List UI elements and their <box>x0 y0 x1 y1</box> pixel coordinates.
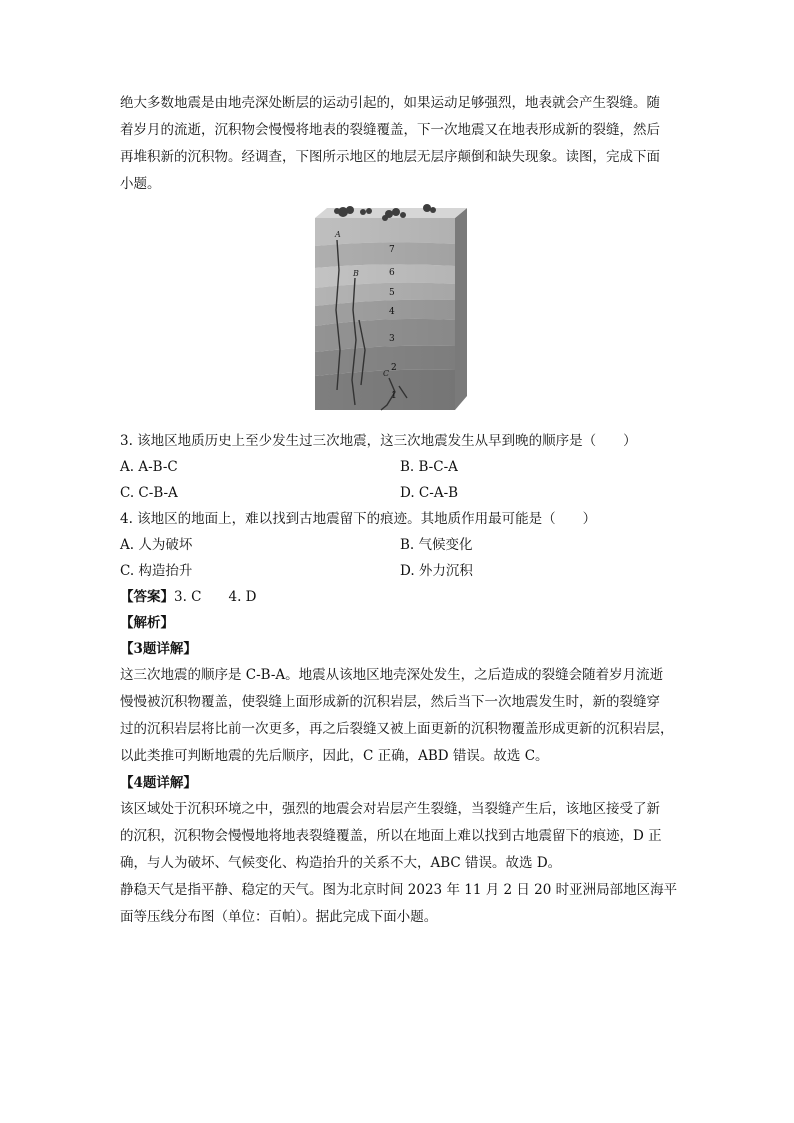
intro-paragraph <box>120 90 680 198</box>
detail-line: 过的沉积岩层将比前一次更多，再之后裂缝又被上面更新的沉积物覆盖形成更新的沉积岩层， <box>120 721 674 737</box>
strata-block-diagram <box>315 200 475 418</box>
detail-line: 慢慢被沉积物覆盖，使裂缝上面形成新的沉积岩层，然后当下一次地震发生时，新的裂缝穿 <box>120 694 660 710</box>
crack-label-a: A <box>335 230 341 239</box>
layer-label-6: 6 <box>389 268 395 278</box>
crack-label-c: C <box>383 369 390 378</box>
analysis-label: 【解析】 <box>120 615 174 631</box>
crack-label-b: B <box>353 269 359 278</box>
strata-figure <box>120 198 680 428</box>
detail-3 <box>120 636 680 770</box>
intro-line: 再堆积新的沉积物。经调查，下图所示地区的地层无层序颠倒和缺失现象。读图，完成下面 <box>120 149 660 165</box>
detail-line: 的沉积，沉积物会慢慢地将地表裂缝覆盖，所以在地面上难以找到古地震留下的痕迹，D 正 <box>120 828 662 844</box>
detail-line: 确，与人为破坏、气候变化、构造抬升的关系不大，ABC 错误。故选 D。 <box>120 855 562 871</box>
layer-label-1: 1 <box>391 391 397 401</box>
detail-line: 以此类推可判断地震的先后顺序，因此，C 正确，ABD 错误。故选 C。 <box>120 748 549 764</box>
detail-label: 【4题详解】 <box>120 775 197 791</box>
question-stem: 3. 该地区地质历史上至少发生过三次地震，这三次地震发生从早到晚的顺序是（ ） <box>120 433 637 449</box>
option-d: D. 外力沉积 <box>400 563 473 579</box>
layer-label-4: 4 <box>389 307 395 317</box>
option-d: D. C-A-B <box>400 485 459 501</box>
layer-label-2: 2 <box>391 363 397 373</box>
option-b: B. 气候变化 <box>400 537 473 553</box>
question-stem: 4. 该地区的地面上，难以找到古地震留下的痕迹。其地质作用最可能是（ ） <box>120 511 597 527</box>
block-side-face <box>455 208 467 410</box>
detail-line: 该区域处于沉积环境之中，强烈的地震会对岩层产生裂缝，当裂缝产生后，该地区接受了新 <box>120 801 660 817</box>
layer-label-7: 7 <box>389 245 395 255</box>
next-line: 静稳天气是指平静、稳定的天气。图为北京时间 2023 年 11 月 2 日 20 时亚洲局部地区海平 <box>120 882 678 898</box>
intro-line: 着岁月的流逝，沉积物会慢慢将地表的裂缝覆盖，下一次地震又在地表形成新的裂缝，然后 <box>120 122 660 138</box>
question-4 <box>120 506 680 584</box>
option-b: B. B-C-A <box>400 459 458 475</box>
document-page <box>120 90 680 931</box>
answer-line <box>120 584 680 610</box>
question-3 <box>120 428 680 506</box>
detail-label: 【3题详解】 <box>120 641 197 657</box>
option-c: C. C-B-A <box>120 485 178 501</box>
option-a: A. 人为破坏 <box>120 537 193 553</box>
detail-line: 这三次地震的顺序是 C-B-A。地震从该地区地壳深处发生，之后造成的裂缝会随着岁月流逝 <box>120 667 664 683</box>
detail-4 <box>120 770 680 877</box>
options-row <box>120 480 680 506</box>
answer-label: 【答案】 <box>120 589 174 605</box>
next-intro <box>120 877 680 931</box>
intro-line: 绝大多数地震是由地壳深处断层的运动引起的，如果运动足够强烈，地表就会产生裂缝。随 <box>120 95 660 111</box>
option-c: C. 构造抬升 <box>120 563 193 579</box>
options-row <box>120 558 680 584</box>
layer-label-5: 5 <box>389 288 395 298</box>
next-line: 面等压线分布图（单位：百帕）。据此完成下面小题。 <box>120 909 438 925</box>
answer-text: 3. C 4. D <box>174 589 257 605</box>
option-a: A. A-B-C <box>120 459 178 475</box>
layer-label-3: 3 <box>389 334 395 344</box>
options-row <box>120 532 680 558</box>
intro-line: 小题。 <box>120 176 161 192</box>
options-row <box>120 454 680 480</box>
